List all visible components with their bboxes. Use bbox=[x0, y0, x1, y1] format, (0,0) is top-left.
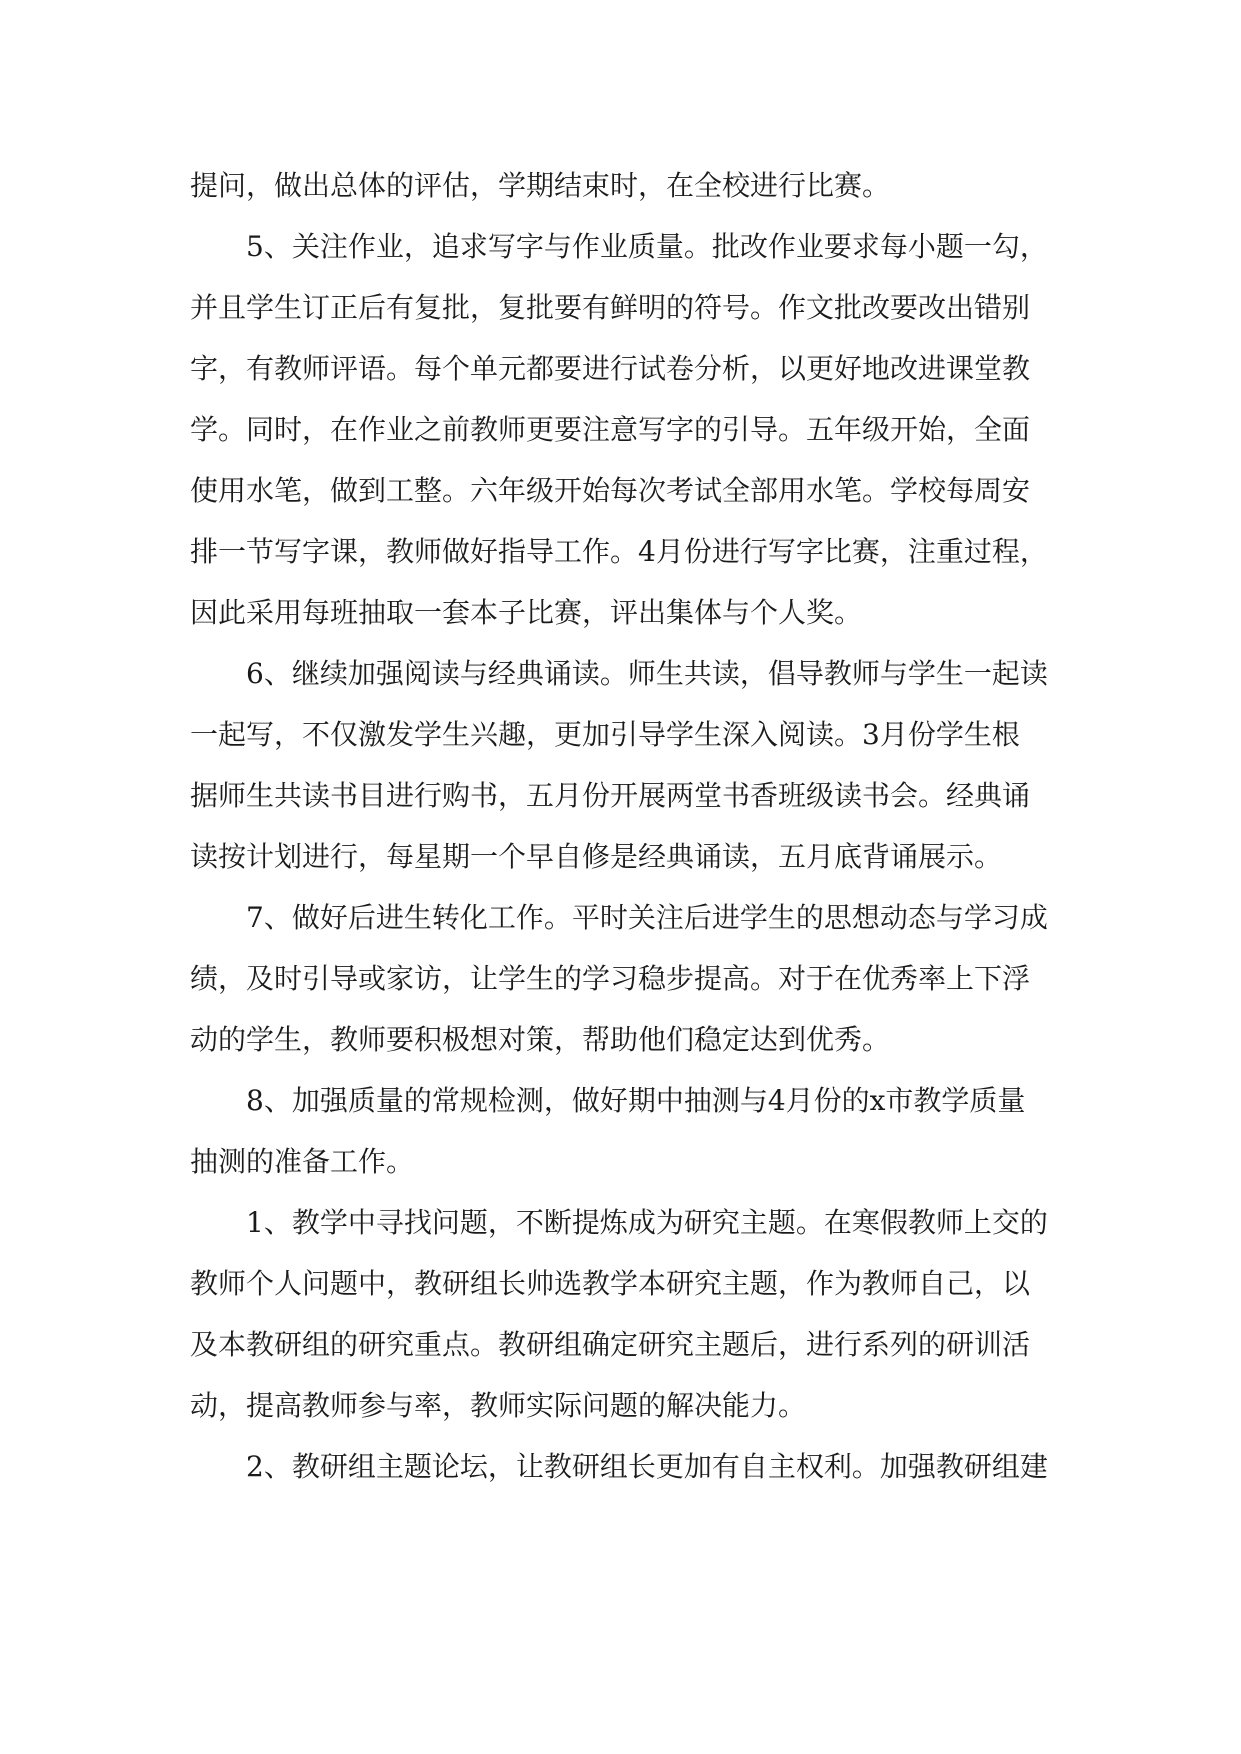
text-line: 8、加强质量的常规检测，做好期中抽测与4月份的x市教学质量 bbox=[190, 1084, 1026, 1117]
text-line: 一起写，不仅激发学生兴趣，更加引导学生深入阅读。3月份学生根 bbox=[190, 718, 1020, 751]
text-line: 及本教研组的研究重点。教研组确定研究主题后，进行系列的研训活 bbox=[190, 1328, 1031, 1361]
text-line: 动的学生，教师要积极想对策，帮助他们稳定达到优秀。 bbox=[190, 1023, 891, 1056]
text-line: 6、继续加强阅读与经典诵读。师生共读，倡导教师与学生一起读 bbox=[190, 657, 1048, 690]
text-line: 2、教研组主题论坛，让教研组长更加有自主权利。加强教研组建 bbox=[190, 1450, 1048, 1483]
text-line: 抽测的准备工作。 bbox=[190, 1145, 415, 1178]
text-line: 因此采用每班抽取一套本子比赛，评出集体与个人奖。 bbox=[190, 596, 863, 629]
text-line: 提问，做出总体的评估，学期结束时，在全校进行比赛。 bbox=[190, 169, 891, 202]
text-line: 1、教学中寻找问题，不断提炼成为研究主题。在寒假教师上交的 bbox=[190, 1206, 1048, 1239]
document-body bbox=[190, 155, 1070, 1497]
text-line: 并且学生订正后有复批，复批要有鲜明的符号。作文批改要改出错别 bbox=[190, 291, 1031, 324]
text-line: 绩，及时引导或家访，让学生的学习稳步提高。对于在优秀率上下浮 bbox=[190, 962, 1031, 995]
text-line: 排一节写字课，教师做好指导工作。4月份进行写字比赛，注重过程， bbox=[190, 535, 1048, 568]
text-line: 据师生共读书目进行购书，五月份开展两堂书香班级读书会。经典诵 bbox=[190, 779, 1031, 812]
text-line: 读按计划进行，每星期一个早自修是经典诵读，五月底背诵展示。 bbox=[190, 840, 1003, 873]
text-line: 5、关注作业，追求写字与作业质量。批改作业要求每小题一勾， bbox=[190, 230, 1048, 263]
text-line: 字，有教师评语。每个单元都要进行试卷分析，以更好地改进课堂教 bbox=[190, 352, 1031, 385]
text-line: 学。同时，在作业之前教师更要注意写字的引导。五年级开始，全面 bbox=[190, 413, 1031, 446]
text-line: 教师个人问题中，教研组长帅选教学本研究主题，作为教师自己，以 bbox=[190, 1267, 1031, 1300]
text-line: 7、做好后进生转化工作。平时关注后进学生的思想动态与学习成 bbox=[190, 901, 1048, 934]
text-line: 动，提高教师参与率，教师实际问题的解决能力。 bbox=[190, 1389, 807, 1422]
text-line: 使用水笔，做到工整。六年级开始每次考试全部用水笔。学校每周安 bbox=[190, 474, 1031, 507]
